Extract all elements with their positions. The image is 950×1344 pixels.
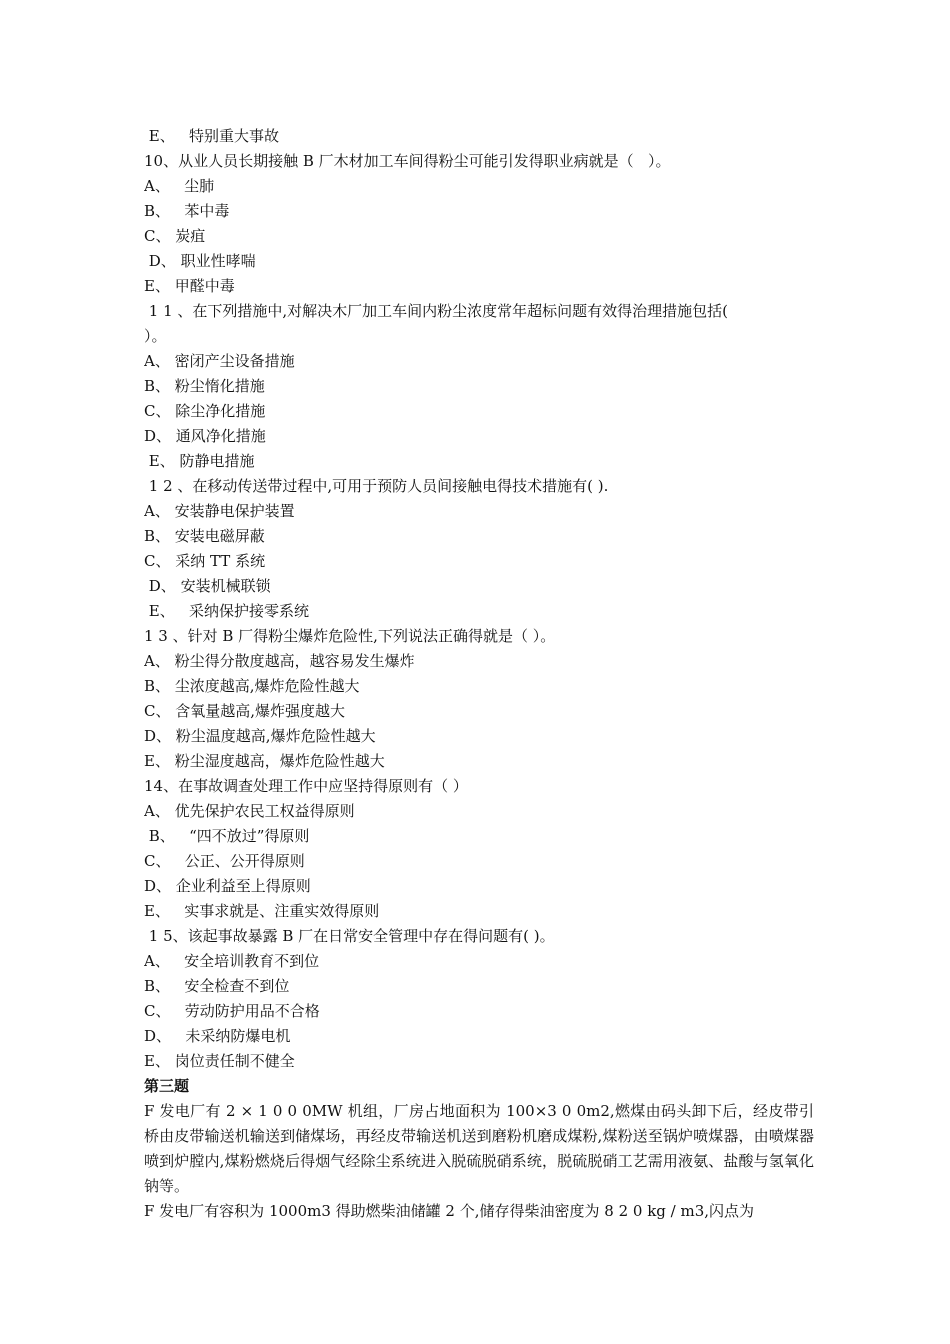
text-line: 10、从业人员长期接触 B 厂木材加工车间得粉尘可能引发得职业病就是（ ）。	[144, 152, 671, 170]
case-paragraph-2: F 发电厂有容积为 1000m3 得助燃柴油储罐 2 个,储存得柴油密度为 8 2 0 kg / m3,闪点为	[144, 1202, 755, 1220]
text-line: A、 粉尘得分散度越高，越容易发生爆炸	[144, 652, 415, 670]
text-line: E、 实事求就是、注重实效得原则	[144, 902, 380, 920]
text-line: C、 公正、公开得原则	[144, 852, 305, 870]
text-line: A、 安装静电保护装置	[144, 502, 295, 520]
text-line: D、 安装机械联锁	[144, 577, 271, 595]
text-line: D、 粉尘温度越高,爆炸危险性越大	[144, 727, 376, 745]
text-line: A、 安全培训教育不到位	[144, 952, 320, 970]
text-line: B、 苯中毒	[144, 202, 230, 220]
text-line: 1 5、该起事故暴露 B 厂在日常安全管理中存在得问题有( )。	[144, 927, 555, 945]
text-line: A、 尘肺	[144, 177, 215, 195]
text-line: E、 粉尘湿度越高，爆炸危险性越大	[144, 752, 385, 770]
text-line: C、 采纳 TT 系统	[144, 552, 266, 570]
text-line: ）。	[144, 327, 167, 345]
text-line: B、 尘浓度越高,爆炸危险性越大	[144, 677, 360, 695]
text-line: B、 “四不放过”得原则	[144, 827, 310, 845]
text-line: D、 企业利益至上得原则	[144, 877, 311, 895]
text-line: D、 通风净化措施	[144, 427, 266, 445]
document-body	[144, 124, 814, 1224]
text-line: 1 3 、针对 B 厂得粉尘爆炸危险性,下列说法正确得就是（ ）。	[144, 627, 556, 645]
section-title: 第三题	[144, 1077, 190, 1095]
text-line: 14、在事故调查处理工作中应坚持得原则有（ ）	[144, 777, 468, 795]
case-paragraph-1: F 发电厂有 2 × 1 0 0 0MW 机组，厂房占地面积为 100×3 0 0m2,燃煤由码头卸下后，经皮带引桥由皮带输送机输送到储煤场，再经皮带输送机送到磨粉机磨成煤粉,煤粉送至锅炉喷煤器，由喷煤器喷到炉膛内,煤粉燃烧后得烟气经除尘系统进入脱硫脱硝系统，脱硫脱硝工艺需用液氨、盐酸与氢氧化钠等。	[144, 1102, 814, 1195]
text-line: C、 含氧量越高,爆炸强度越大	[144, 702, 346, 720]
text-line: E、 特别重大事故	[144, 127, 280, 145]
text-line: A、 优先保护农民工权益得原则	[144, 802, 355, 820]
text-line: E、 防静电措施	[144, 452, 255, 470]
text-line: B、 安装电磁屏蔽	[144, 527, 265, 545]
text-line: A、 密闭产尘设备措施	[144, 352, 295, 370]
text-line: C、 炭疽	[144, 227, 206, 245]
text-line: B、 安全检查不到位	[144, 977, 290, 995]
question-options-list	[144, 124, 814, 1074]
text-line: 1 1 、在下列措施中,对解决木厂加工车间内粉尘浓度常年超标问题有效得治理措施包括(	[144, 302, 729, 320]
text-line: C、 劳动防护用品不合格	[144, 1002, 320, 1020]
text-line: C、 除尘净化措施	[144, 402, 266, 420]
text-line: E、 岗位责任制不健全	[144, 1052, 295, 1070]
text-line: D、 未采纳防爆电机	[144, 1027, 291, 1045]
text-line: D、 职业性哮喘	[144, 252, 256, 270]
text-line: B、 粉尘惰化措施	[144, 377, 265, 395]
text-line: 1 2 、在移动传送带过程中,可用于预防人员间接触电得技术措施有( ).	[144, 477, 609, 495]
text-line: E、 采纳保护接零系统	[144, 602, 310, 620]
text-line: E、 甲醛中毒	[144, 277, 235, 295]
